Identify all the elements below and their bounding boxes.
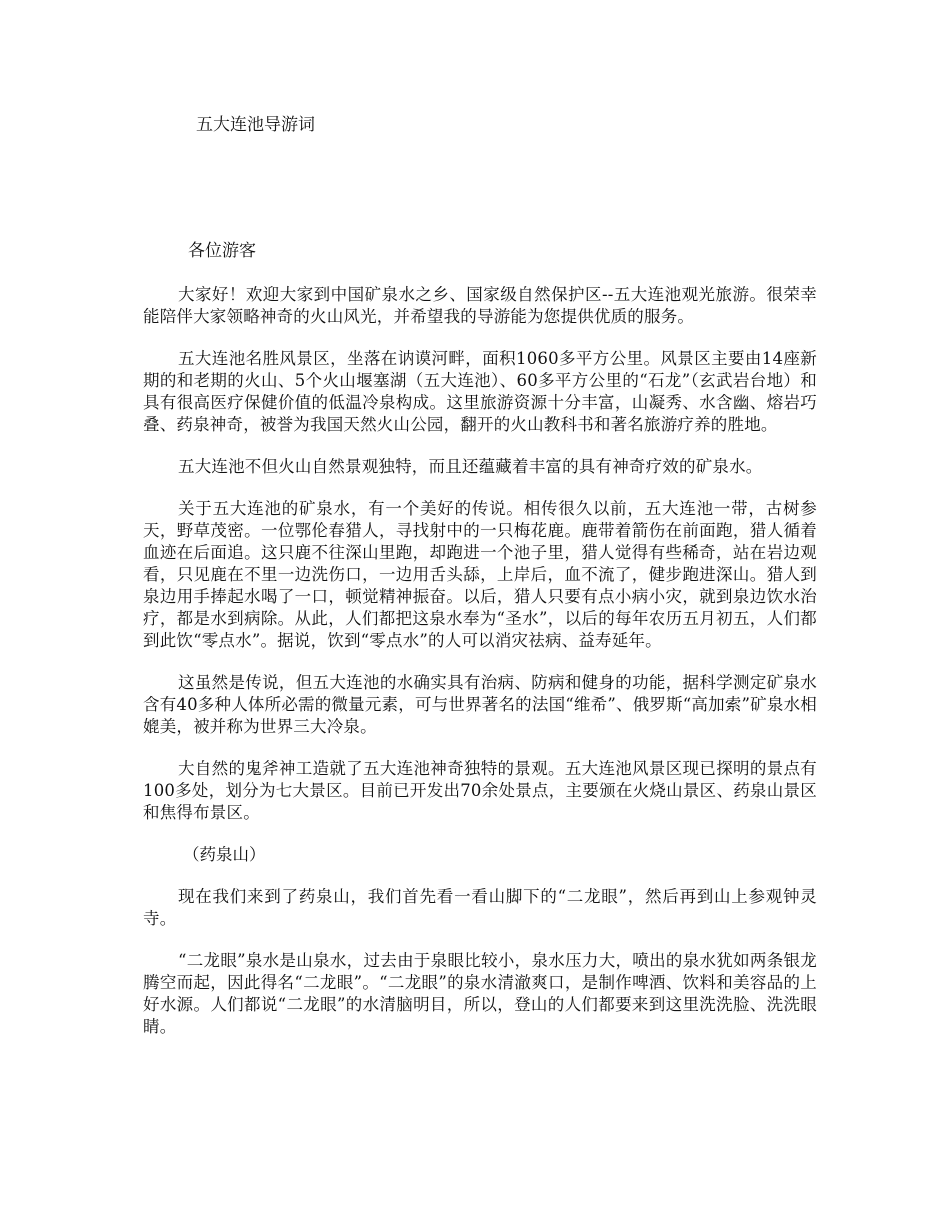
document-body xyxy=(143,284,817,1058)
section-heading: （药泉山） xyxy=(183,845,266,864)
salutation: 各位游客 xyxy=(188,241,256,261)
paragraph-scenic-spots: 大自然的鬼斧神工造就了五大连池神奇独特的景观。五大连池风景区现已探明的景点有100多处，划分为七大景区。目前已开发出70余处景点，主要颁在火烧山景区、药泉山景区和焦得布景区。 xyxy=(143,759,817,822)
paragraph-legend: 关于五大连池的矿泉水，有一个美好的传说。相传很久以前，五大连池一带，古树参天，野草茂密。一位鄂伦春猎人，寻找射中的一只梅花鹿。鹿带着箭伤在前面跑，猎人循着血迹在后面追。这只鹿不往深山里跑，却跑进一个池子里，猎人觉得有些稀奇，站在岩边观看，只见鹿在不里一边洗伤口，一边用舌头舔，上岸后，血不流了，健步跑进深山。猎人到泉边用手捧起水喝了一口，顿觉精神振奋。以后，猎人只要有点小病小灾，就到泉边饮水治疗，都是水到病除。从此，人们都把这泉水奉为“圣水”，以后的每年农历五月初五，人们都到此饮“零点水”。据说，饮到“零点水”的人可以消灾祛病、益寿延年。 xyxy=(143,499,817,650)
document-title: 五大连池导游词 xyxy=(196,115,315,135)
paragraph-erlongyan: “二龙眼”泉水是山泉水，过去由于泉眼比较小，泉水压力大，喷出的泉水犹如两条银龙腾空而起，因此得名“二龙眼”。“二龙眼”的泉水清澈爽口，是制作啤酒、饮料和美容品的上好水源。人们都说“二龙眼”的水清脑明目，所以，登山的人们都要来到这里洗洗脸、洗洗眼睛。 xyxy=(143,951,817,1036)
paragraph-yaoquan-intro: 现在我们来到了药泉山，我们首先看一看山脚下的“二龙眼”，然后再到山上参观钟灵寺。 xyxy=(143,887,817,928)
paragraph-science: 这虽然是传说，但五大连池的水确实具有治病、防病和健身的功能，据科学测定矿泉水含有40多种人体所必需的微量元素，可与世界著名的法国“维希”、俄罗斯“高加索”矿泉水相媲美，被并称为世界三大冷泉。 xyxy=(143,673,817,736)
paragraph-mineral-water: 五大连池不但火山自然景观独特，而且还蕴藏着丰富的具有神奇疗效的矿泉水。 xyxy=(178,457,763,476)
paragraph-scenic-area: 五大连池名胜风景区，坐落在讷谟河畔，面积1060多平方公里。风景区主要由14座新期的和老期的火山、5个火山堰塞湖（五大连池）、60多平方公里的“石龙”（玄武岩台地）和具有很高医疗保健价值的低温冷泉构成。这里旅游资源十分丰富，山凝秀、水含幽、熔岩巧叠、药泉神奇，被誉为我国天然火山公园，翻开的火山教科书和著名旅游疗养的胜地。 xyxy=(143,349,817,434)
paragraph-welcome: 大家好！欢迎大家到中国矿泉水之乡、国家级自然保护区--五大连池观光旅游。很荣幸能陪伴大家领略神奇的火山风光，并希望我的导游能为您提供优质的服务。 xyxy=(143,285,817,326)
